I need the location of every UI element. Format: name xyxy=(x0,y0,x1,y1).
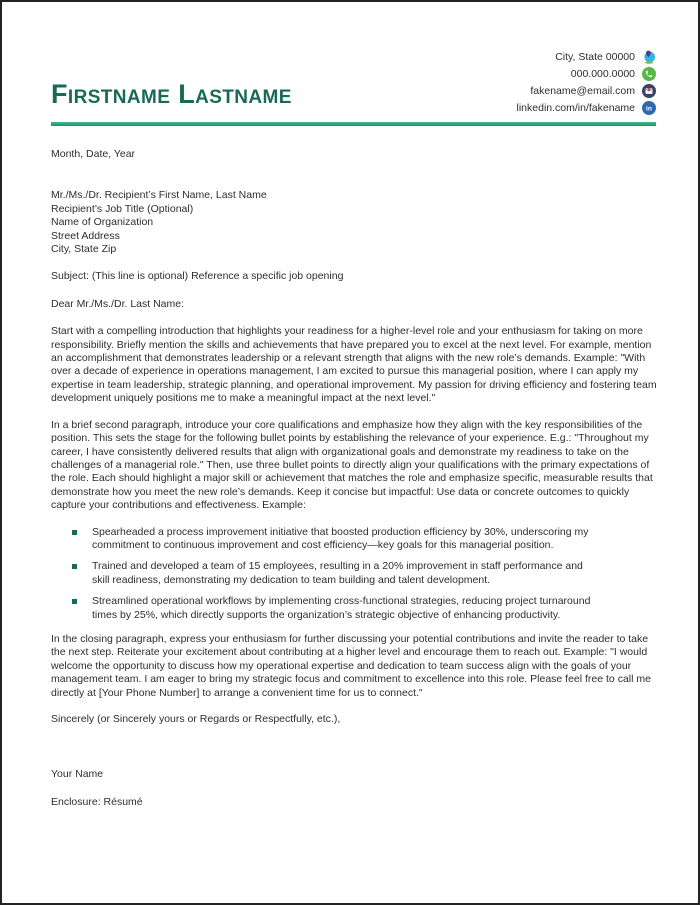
recipient-organization-line: Name of Organization xyxy=(51,216,154,229)
header-divider-rule xyxy=(51,122,656,126)
paragraph-closing: In the closing paragraph, express your enthusiasm for further discussing your potential contributions and invite the reader to take the next step. Reiterate your excitement about contributing at a higher level and encourage them to reach out. Example: "I would welcome the opportunity to discuss how my operational expertise and dedication to team success align with the goals of your management team. I am eager to bring my strategic focus and commitment to excellence into this role. Please feel free to call me directly at [Your Phone Number] to arrange a convenient time for us to connect." xyxy=(51,632,651,699)
bullet-item-3 xyxy=(72,595,659,622)
bullet-item-2 xyxy=(72,560,659,587)
contact-row-phone xyxy=(571,67,656,80)
paragraph-intro: Start with a compelling introduction that highlights your readiness for a higher-level role and your enthusiasm for taking on more responsibility. Briefly mention the skills and achievements that have prepared you to excel at the next level. For example, mention an accomplishment that demonstrates leadership or a relevant strength that aligns with the new role’s demands. Example: "With over a decade of experience in operations management, I am excited to pursue this managerial position, where I can apply my expertise in team leadership, strategic planning, and operational improvement. My passion for driving efficiency and fostering team development uniquely positions me to make a meaningful impact at the next level." xyxy=(51,325,657,405)
contact-email-text: fakename@email.com xyxy=(530,84,635,97)
recipient-street-line: Street Address xyxy=(51,229,120,242)
contact-linkedin-text: linkedin.com/in/fakename xyxy=(516,101,635,114)
contact-row-email xyxy=(530,84,656,97)
recipient-city-line: City, State Zip xyxy=(51,243,117,256)
bullet-square-icon xyxy=(72,530,77,535)
contact-block xyxy=(517,50,656,114)
recipient-block xyxy=(51,189,659,256)
bullet-square-icon xyxy=(72,564,77,569)
contact-location-text: City, State 00000 xyxy=(555,50,635,63)
contact-row-location xyxy=(555,50,656,63)
bullet-item-1 xyxy=(72,526,659,553)
email-icon xyxy=(642,84,656,98)
svg-text:in: in xyxy=(646,105,652,113)
bullet-text: Spearheaded a process improvement initiative that boosted production efficiency by 30%, underscoring my commitment to continuous improvement and cost efficiency—key goals for this managerial position. xyxy=(92,525,589,551)
subject-line: Subject: (This line is optional) Reference a specific job opening xyxy=(51,270,344,283)
paragraph-second: In a brief second paragraph, introduce your core qualifications and emphasize how they align with the key responsibilities of the position. This sets the stage for the following bullet points by establishing the relevance of your experience. E.g.: "Throughout my career, I have consistently delivered results that align with organizational goals and demonstrate my readiness to take on the challenges of a managerial role." Then, use three bullet points to directly align your qualifications with the primary expectations of the role. Each should highlight a major skill or achievement that matches the role and emphasize specific, measurable results that demonstrate how you meet the new role’s demands. Keep it concise but impactful: Use data or concrete outcomes to quickly capture your contributions and effectiveness. Example: xyxy=(51,418,653,512)
enclosure-line: Enclosure: Résumé xyxy=(51,795,143,808)
recipient-title-line: Recipient’s Job Title (Optional) xyxy=(51,202,194,215)
bullet-text: Trained and developed a team of 15 employees, resulting in a 20% improvement in staff performance and skill readiness, demonstrating my dedication to team building and talent development. xyxy=(92,560,583,586)
location-icon xyxy=(642,50,656,64)
contact-phone-text: 000.000.0000 xyxy=(570,67,635,80)
bullet-text: Streamlined operational workflows by implementing cross-functional strategies, reducing project turnaround times by 25%, which directly supports the organization’s strategic objective of enhancing productivity. xyxy=(92,595,591,621)
date-line: Month, Date, Year xyxy=(51,148,136,160)
person-name: Firstname Lastname xyxy=(51,79,292,109)
bullet-list xyxy=(72,526,659,622)
phone-icon xyxy=(642,67,656,81)
signoff-line: Sincerely (or Sincerely yours or Regards or Respectfully, etc.), xyxy=(51,713,341,725)
salutation: Dear Mr./Ms./Dr. Last Name: xyxy=(51,297,185,310)
linkedin-icon xyxy=(642,101,656,115)
recipient-name-line: Mr./Ms./Dr. Recipient’s First Name, Last Name xyxy=(51,189,267,202)
signature-name: Your Name xyxy=(51,768,104,781)
bullet-square-icon xyxy=(72,599,77,604)
letter-header xyxy=(51,50,656,114)
letter-body xyxy=(51,148,659,809)
contact-row-linkedin xyxy=(517,101,656,114)
